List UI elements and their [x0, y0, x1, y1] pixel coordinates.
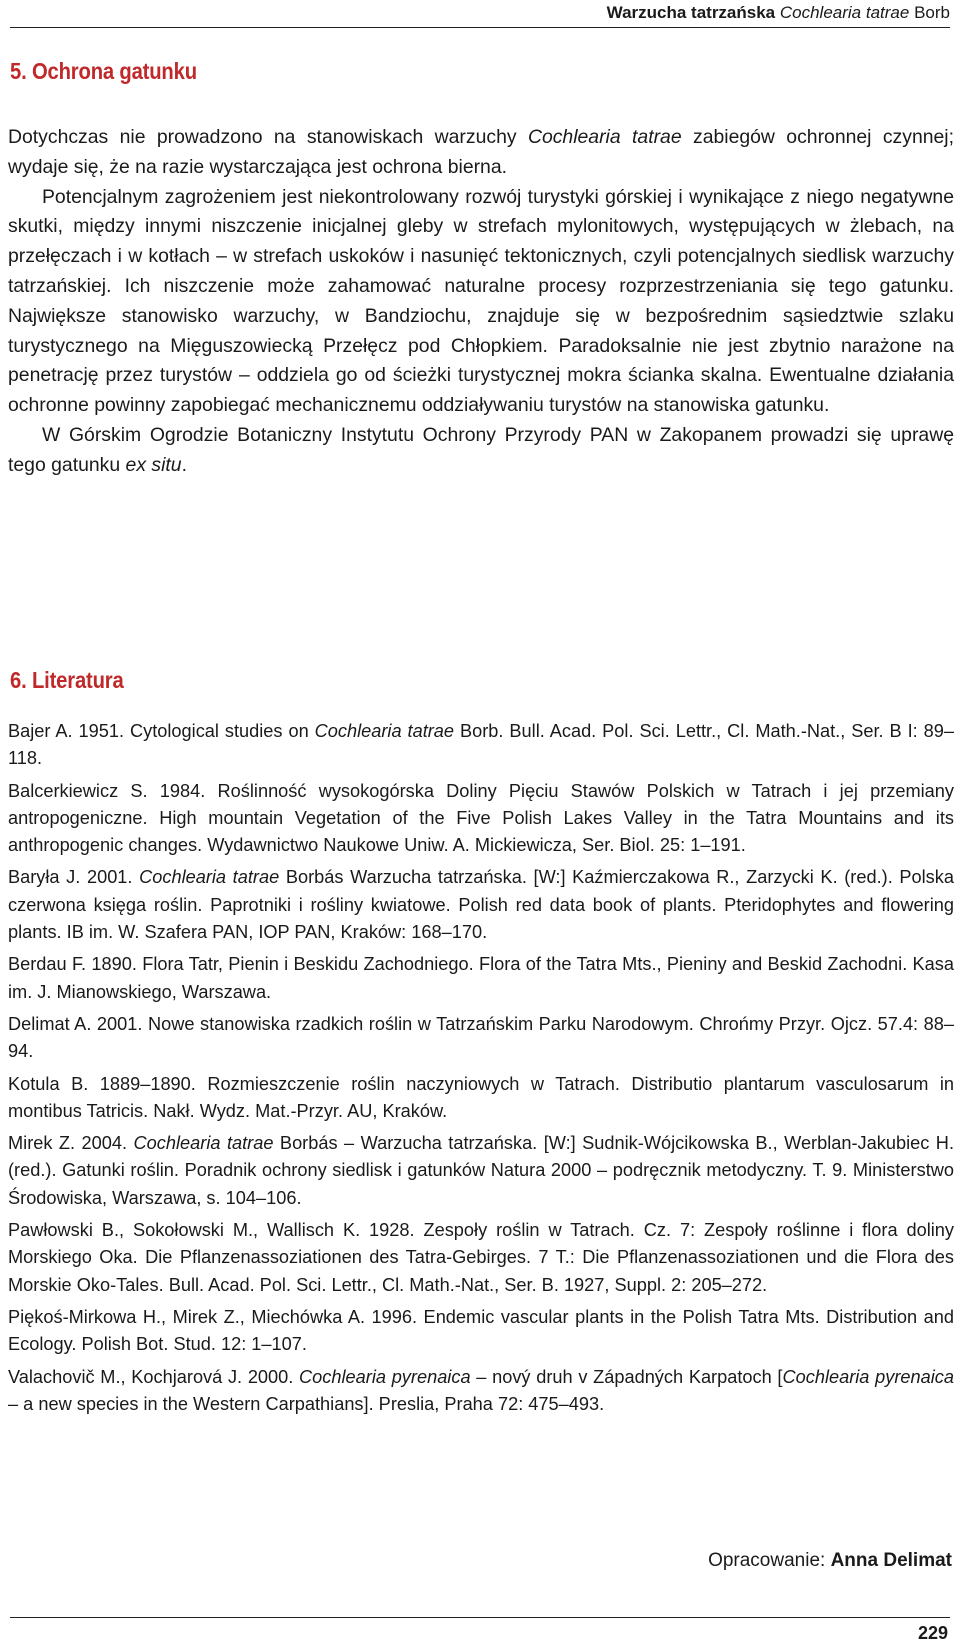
latin-name: Cochlearia pyrenaica	[782, 1366, 954, 1387]
paragraph	[8, 123, 954, 183]
reference-item	[8, 951, 954, 1006]
reference-item	[8, 718, 954, 773]
latin-name: Cochlearia tatrae	[133, 1133, 274, 1154]
reference-item	[8, 778, 954, 860]
text-run: Borbás – Warzucha tatrzańska. [W:] Sudnik-Wójcikowska B., Werblan-Jakubiec H. (red.). Gatunki roślin. Poradnik ochrony siedlisk i gatunków Natura 2000 – podręcznik metodyczny. T. 9. Ministerstwo Środowiska, Warszawa, s. 104–106.	[8, 1133, 954, 1208]
text-run: Berdau F. 1890. Flora Tatr, Pienin i Beskidu Zachodniego. Flora of the Tatra Mts., Pieniny and Beskid Zachodni. Kasa im. J. Mianowskiego, Warszawa.	[8, 954, 954, 1002]
header-author-abbrev: Borb	[914, 3, 950, 22]
text-run: Borbás Warzucha tatrzańska. [W:] Kaźmierczakowa R., Zarzycki K. (red.). Polska czerwona księga roślin. Paprotniki i rośliny kwiatowe. Polish red data book of plants. Pteridophytes and flowering plants. IB im. W. Szafera PAN, IOP PAN, Kraków: 168–170.	[8, 867, 954, 943]
reference-item	[8, 1217, 954, 1299]
page-number: 229	[917, 1623, 948, 1643]
text-run: Delimat A. 2001. Nowe stanowiska rzadkich roślin w Tatrzańskim Parku Narodowym. Chrońmy Przyr. Ojcz. 57.4: 88–94.	[8, 1013, 954, 1062]
text-run: Mirek Z. 2004.	[8, 1133, 134, 1154]
reference-item	[8, 1130, 954, 1212]
latin-name: Cochlearia tatrae	[527, 126, 682, 148]
text-run: W Górskim Ogrodzie Botaniczny Instytutu Ochrony Przyrody PAN w Zakopanem prowadzi się uprawę tego gatunku	[8, 423, 954, 476]
latin-name: Cochlearia pyrenaica	[299, 1366, 471, 1387]
reference-item	[8, 1071, 954, 1126]
latin-name: Cochlearia tatrae	[314, 721, 455, 741]
section-heading-protection: 5. Ochrona gatunku	[10, 58, 197, 84]
header-latin-name: Cochlearia tatrae	[779, 3, 910, 22]
author-name: Anna Delimat	[830, 1550, 952, 1571]
footer-divider	[10, 1617, 950, 1618]
author-label: Opracowanie:	[708, 1550, 826, 1571]
section-body-protection	[8, 123, 954, 481]
text-run: – nový druh v Západných Karpatoch [	[470, 1366, 783, 1387]
reference-item	[8, 1011, 954, 1066]
text-run: Bajer A. 1951. Cytological studies on	[8, 721, 315, 741]
latin-name: Cochlearia tatrae	[139, 867, 280, 888]
reference-item	[8, 864, 954, 946]
running-header	[10, 0, 950, 28]
text-run: .	[181, 453, 187, 476]
reference-item	[8, 1364, 954, 1419]
latin-term: ex situ	[125, 453, 182, 476]
paragraph	[8, 421, 954, 481]
text-run: Dotychczas nie prowadzono na stanowiskach warzuchy	[8, 126, 528, 148]
header-title: Warzucha tatrzańska	[606, 3, 776, 22]
text-run: Kotula B. 1889–1890. Rozmieszczenie roślin naczyniowych w Tatrach. Distributio plantarum vasculosarum in montibus Tatricis. Nakł. Wydz. Mat.-Przyr. AU, Kraków.	[8, 1073, 954, 1121]
text-run: Balcerkiewicz S. 1984. Roślinność wysokogórska Doliny Pięciu Stawów Polskich w Tatrach i jej przemiany antropogeniczne. High mountain Vegetation of the Five Polish Lakes Valley in the Tatra Mountains and its anthropogenic changes. Wydawnictwo Naukowe Uniw. A. Mickiewicza, Ser. Biol. 25: 1–191.	[8, 780, 954, 856]
text-run: Pawłowski B., Sokołowski M., Wallisch K. 1928. Zespoły roślin w Tatrach. Cz. 7: Zespoły roślinne i flora doliny Morskiego Oka. Die Pflanzenassoziationen des Tatra-Gebirges. 7 T.: Die Pflanzenassoziationen und die Flora des Morskie Oko-Tales. Bull. Acad. Pol. Sci. Lettr., Cl. Math.-Nat., Ser. B. 1927, Suppl. 2: 205–272.	[8, 1220, 954, 1295]
text-run: Valachovič M., Kochjarová J. 2000.	[8, 1366, 300, 1387]
text-run: zabiegów ochronnej czynnej; wydaje się, że na razie wystarczająca jest ochrona bierna.	[8, 126, 954, 178]
reference-list	[8, 718, 954, 1423]
text-run: Piękoś-Mirkowa H., Mirek Z., Miechówka A. 1996. Endemic vascular plants in the Polish Tatra Mts. Distribution and Ecology. Polish Bot. Stud. 12: 1–107.	[8, 1306, 954, 1355]
text-run: – a new species in the Western Carpathians]. Preslia, Praha 72: 475–493.	[8, 1393, 605, 1414]
paragraph: Potencjalnym zagrożeniem jest niekontrolowany rozwój turystyki górskiej i wynikające z niego negatywne skutki, między innymi niszczenie inicjalnej gleby w strefach mylonitowych, występujących w żlebach, na przełęczach i w kotłach – w strefach uskoków i nasunięć tektonicznych, czyli potencjalnych siedlisk warzuchy tatrzańskiej. Ich niszczenie może zahamować naturalne procesy rozprzestrzeniania się tego gatunku. Największe stanowisko warzuchy, w Bandziochu, znajduje się w bezpośrednim sąsiedztwie szlaku turystycznego na Mięguszowiecką Przełęcz pod Chłopkiem. Paradoksalnie nie jest zbytnio narażone na penetrację przez turystów – oddziela go od ścieżki turystycznej mokra ścianka skalna. Ewentualne działania ochronne powinny zapobiegać mechanicznemu oddziaływaniu turystów na stanowiska gatunku.	[8, 185, 954, 417]
author-credit	[708, 1547, 952, 1575]
text-run: Baryła J. 2001.	[8, 867, 140, 888]
reference-item	[8, 1304, 954, 1359]
section-heading-literature: 6. Literatura	[10, 667, 124, 693]
text-run: Borb. Bull. Acad. Pol. Sci. Lettr., Cl. Math.-Nat., Ser. B I: 89–118.	[8, 721, 954, 769]
